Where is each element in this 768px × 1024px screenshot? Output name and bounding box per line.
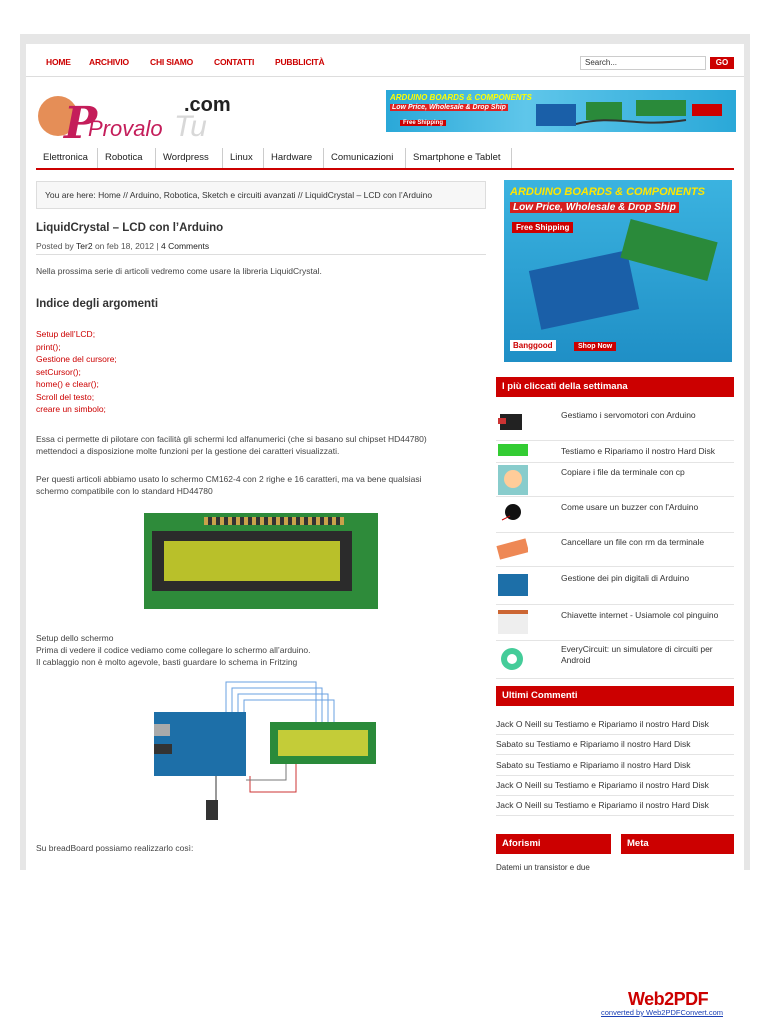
svg-text:P: P xyxy=(64,98,98,146)
lcd-screen xyxy=(164,541,340,581)
cat-comunicazioni[interactable]: Comunicazioni xyxy=(324,148,406,168)
internet-key-thumbnail xyxy=(496,608,528,634)
sidebar-ad-line1: ARDUINO BOARDS & COMPONENTS xyxy=(510,186,705,198)
web2pdf-brand: Web2PDF xyxy=(628,989,709,1009)
popular-item[interactable] xyxy=(496,604,734,641)
comment-item[interactable]: Jack O Neill su Testiamo e Ripariamo il nostro Hard Disk xyxy=(496,795,734,816)
setup-heading: Setup dello schermo xyxy=(36,633,114,643)
popular-item-label: Chiavette internet - Usiamole col pinguino xyxy=(561,610,719,620)
lcd-photo xyxy=(144,513,378,609)
popular-item[interactable] xyxy=(496,440,734,463)
sidebar-ad-line2: Low Price, Wholesale & Drop Ship xyxy=(510,202,679,213)
comment-item[interactable]: Jack O Neill su Testiamo e Ripariamo il nostro Hard Disk xyxy=(496,775,734,796)
cat-linux[interactable]: Linux xyxy=(223,148,264,168)
popular-item[interactable] xyxy=(496,640,734,679)
toc-item[interactable]: print(); xyxy=(36,341,61,352)
shop-now-button[interactable]: Shop Now xyxy=(574,342,616,351)
toc-item[interactable]: creare un simbolo; xyxy=(36,404,106,414)
cat-robotica[interactable]: Robotica xyxy=(98,148,156,168)
banggood-logo: Banggood xyxy=(510,340,556,351)
toc-list xyxy=(36,328,117,416)
post-comments-link[interactable]: 4 Comments xyxy=(160,241,210,251)
toc-item[interactable]: setCursor(); xyxy=(36,366,81,377)
arduino-board-image xyxy=(529,250,639,329)
setup-line-2: Prima di vedere il codice vediamo come collegare lo schermo all’arduino. xyxy=(36,645,311,655)
nav-archivio[interactable]: ARCHIVIO xyxy=(89,57,129,67)
toc-item[interactable]: Scroll del testo; xyxy=(36,391,95,402)
everycircuit-thumbnail xyxy=(496,646,528,672)
popular-item[interactable] xyxy=(496,462,734,497)
breadboard-text: Su breadBoard possiamo realizzarlo così: xyxy=(36,843,194,853)
popular-item[interactable] xyxy=(496,496,734,533)
search-input[interactable]: Search... xyxy=(580,56,706,70)
top-navigation xyxy=(26,44,744,77)
cat-hardware[interactable]: Hardware xyxy=(264,148,324,168)
lcd-module-image xyxy=(620,219,717,281)
sidebar-ad[interactable] xyxy=(504,180,732,362)
post-meta xyxy=(36,241,486,255)
banner-products-image xyxy=(536,94,726,130)
comment-item[interactable]: Sabato su Testiamo e Ripariamo il nostro Hard Disk xyxy=(496,755,734,776)
post-title: LiquidCrystal – LCD con l’Arduino xyxy=(36,222,224,234)
banner-line2: Low Price, Wholesale & Drop Ship xyxy=(392,104,506,111)
popular-item-label: Come usare un buzzer con l'Arduino xyxy=(561,502,699,512)
logo-text: Provalo xyxy=(88,116,163,141)
nav-pubblicita[interactable]: PUBBLICITÀ xyxy=(275,57,325,67)
nav-home[interactable]: HOME xyxy=(46,57,71,67)
banner-line3: Free Shipping xyxy=(400,120,446,126)
popular-item-label: Copiare i file da terminale con cp xyxy=(561,467,685,477)
site-logo[interactable] xyxy=(36,90,236,146)
harddisk-thumbnail xyxy=(496,444,528,456)
popular-item-label: EveryCircuit: un simulatore di circuiti per Android xyxy=(561,644,713,665)
lcd-pins xyxy=(204,517,344,525)
cat-wordpress[interactable]: Wordpress xyxy=(156,148,223,168)
comment-item[interactable]: Jack O Neill su Testiamo e Ripariamo il nostro Hard Disk xyxy=(496,714,734,735)
nav-chi-siamo[interactable]: CHI SIAMO xyxy=(150,57,194,67)
buzzer-thumbnail xyxy=(496,500,528,526)
toc-item[interactable]: home() e clear(); xyxy=(36,379,99,389)
popular-item-label: Gestiamo i servomotori con Arduino xyxy=(561,410,696,420)
popular-item-label: Gestione dei pin digitali di Arduino xyxy=(561,573,690,583)
breadcrumb: You are here: Home // Arduino, Robotica, Sketch e circuiti avanzati // LiquidCrystal – LCD con l’Arduino xyxy=(36,181,486,209)
banner-line1: ARDUINO BOARDS & COMPONENTS xyxy=(390,93,532,102)
aforismi-widget-title: Aforismi xyxy=(496,834,611,854)
setup-line-3: Il cablaggio non è molto agevole, basti guardare lo schema in Fritzing xyxy=(36,657,298,667)
web2pdf-link[interactable]: converted by Web2PDFConvert.com xyxy=(601,1008,723,1017)
popular-item[interactable] xyxy=(496,532,734,567)
fritzing-schematic xyxy=(146,680,376,820)
posted-by-label: Posted by xyxy=(36,241,74,251)
comments-widget-title: Ultimi Commenti xyxy=(496,686,734,706)
post-date: on feb 18, 2012 | xyxy=(94,241,159,251)
category-navigation xyxy=(36,148,734,170)
web-page xyxy=(26,44,744,870)
popular-item-label: Testiamo e Ripariamo il nostro Hard Disk xyxy=(561,446,715,456)
comment-item[interactable]: Sabato su Testiamo e Ripariamo il nostro Hard Disk xyxy=(496,734,734,755)
servo-thumbnail xyxy=(496,408,528,434)
popular-item[interactable] xyxy=(496,402,734,441)
arduino-pins-thumbnail xyxy=(496,572,528,598)
cat-smartphone-tablet[interactable]: Smartphone e Tablet xyxy=(406,148,512,168)
popular-widget-title: I più cliccati della settimana xyxy=(496,377,734,397)
cat-elettronica[interactable]: Elettronica xyxy=(36,148,98,168)
toc-item[interactable]: Gestione del cursore; xyxy=(36,354,117,364)
post-paragraph-2: Per questi articoli abbiamo usato lo schermo CM162-4 con 2 righe e 16 caratteri, ma va bene qualsiasi schermo compatibile con lo standard HD44780 xyxy=(36,474,422,496)
popular-item[interactable] xyxy=(496,566,734,605)
logo-tu: Tu xyxy=(174,110,207,143)
cp-thumbnail xyxy=(496,465,528,495)
web2pdf-logo xyxy=(628,989,708,1010)
logo-suffix: .com xyxy=(184,94,231,116)
nav-contatti[interactable]: CONTATTI xyxy=(214,57,255,67)
post-author[interactable]: Ter2 xyxy=(76,241,93,251)
top-banner-ad[interactable] xyxy=(386,90,736,132)
meta-widget-title: Meta xyxy=(621,834,734,854)
sidebar-ad-line3: Free Shipping xyxy=(512,222,573,233)
popular-item-label: Cancellare un file con rm da terminale xyxy=(561,537,705,547)
toc-item[interactable]: Setup dell’LCD; xyxy=(36,329,96,339)
rm-thumbnail xyxy=(496,538,528,564)
toc-heading: Indice degli argomenti xyxy=(36,298,159,310)
go-button[interactable]: GO xyxy=(710,57,734,69)
post-intro: Nella prossima serie di articoli vedremo come usare la libreria LiquidCrystal. xyxy=(36,266,322,276)
post-paragraph-1: Essa ci permette di pilotare con facilità gli schermi lcd alfanumerici (che si basano sul chipset HD44780) mettendoci a disposizione molte funzioni per la gestione dei caratteri visualizzati. xyxy=(36,434,427,456)
aforismi-text: Datemi un transistor e due xyxy=(496,863,590,870)
